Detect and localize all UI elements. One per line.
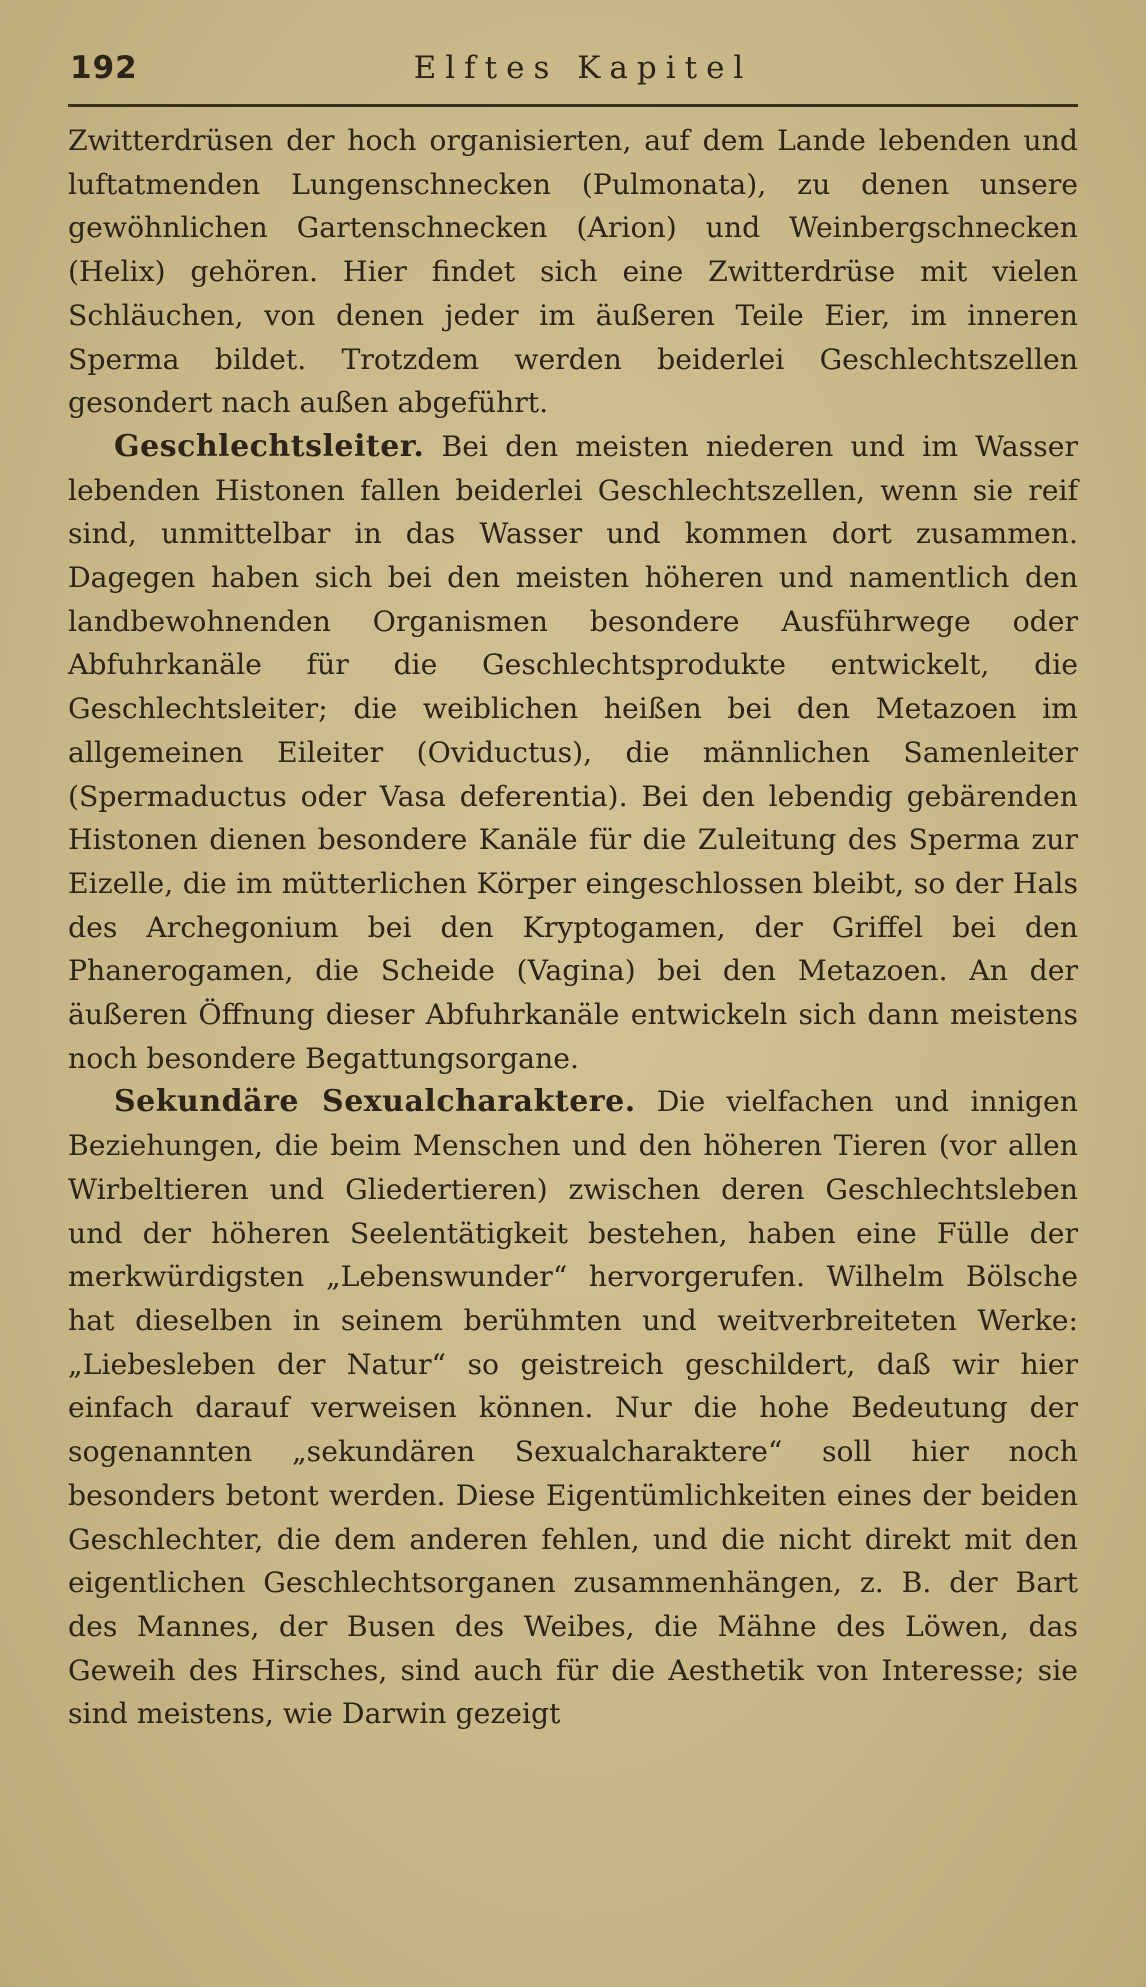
page-header (68, 44, 1078, 107)
paragraph-continuation (68, 119, 1078, 425)
paragraph-text: Zwitterdrüsen der hoch organisierten, auf dem Lande lebenden und luftatmenden Lungenschnecken (Pulmonata), zu denen unsere gewöhnlichen Gartenschnecken (Arion) und Weinbergschnecken (Helix) gehören. Hier findet sich eine Zwitterdrüse mit vielen Schläuchen, von denen jeder im äußeren Teile Eier, im inneren Sperma bildet. Trotzdem werden beiderlei Geschlechtszellen gesondert nach außen abgeführt. (68, 124, 1078, 420)
running-head: Elftes Kapitel (413, 50, 753, 86)
paragraph-text: Bei den meisten niederen und im Wasser lebenden Histonen fallen beiderlei Geschlechtszellen, wenn sie reif sind, unmittelbar in das Wasser und kommen dort zusammen. Dagegen haben sich bei den meisten höheren und namentlich den landbewohnenden Organismen besondere Ausführwege oder Abfuhrkanäle für die Geschlechtsprodukte entwickelt, die Geschlechtsleiter; die weiblichen heißen bei den Metazoen im allgemeinen Eileiter (Oviductus), die männlichen Samenleiter (Spermaductus oder Vasa deferentia). Bei den lebendig gebärenden Histonen dienen besondere Kanäle für die Zuleitung des Sperma zur Eizelle, die im mütterlichen Körper eingeschlossen bleibt, so der Hals des Archegonium bei den Kryptogamen, der Griffel bei den Phanerogamen, die Scheide (Vagina) bei den Metazoen. An der äußeren Öffnung dieser Abfuhrkanäle entwickeln sich dann meistens noch besondere Begattungsorgane. (68, 429, 1078, 1075)
book-page (68, 44, 1078, 1736)
body-text (68, 119, 1078, 1736)
section-heading: Sekundäre Sexualcharaktere. (114, 1084, 636, 1120)
paragraph-sexualcharaktere (68, 1080, 1078, 1736)
section-heading: Geschlechtsleiter. (114, 428, 425, 464)
paragraph-geschlechtsleiter (68, 425, 1078, 1081)
page-number: 192 (70, 50, 138, 86)
paragraph-text: Die vielfachen und innigen Beziehungen, die beim Menschen und den höheren Tieren (vor allen Wirbeltieren und Gliedertieren) zwischen deren Geschlechtsleben und der höheren Seelentätigkeit bestehen, haben eine Fülle der merkwürdigsten „Lebenswunder“ hervorgerufen. Wilhelm Bölsche hat dieselben in seinem berühmten und weitverbreiteten Werke: „Liebesleben der Natur“ so geistreich geschildert, daß wir hier einfach darauf verweisen können. Nur die hohe Bedeutung der sogenannten „sekundären Sexualcharaktere“ soll hier noch besonders betont werden. Diese Eigentümlichkeiten eines der beiden Geschlechter, die dem anderen fehlen, und die nicht direkt mit den eigentlichen Geschlechtsorganen zusammenhängen, z. B. der Bart des Mannes, der Busen des Weibes, die Mähne des Löwen, das Geweih des Hirsches, sind auch für die Aesthetik von Interesse; sie sind meistens, wie Darwin gezeigt (68, 1085, 1079, 1731)
